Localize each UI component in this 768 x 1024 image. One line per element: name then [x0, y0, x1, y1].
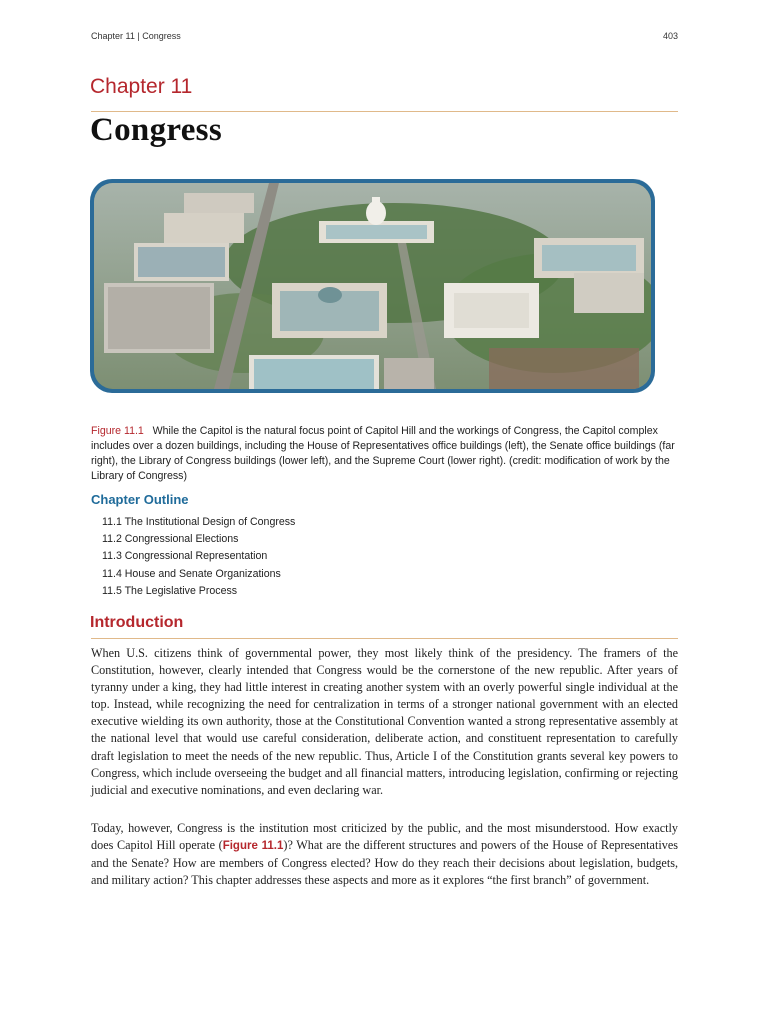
paragraph-2-text-start: Today, however, Congress is the institution most criticized by the public, and the most misunderstood. How exactly does Capitol Hill operate ( — [91, 821, 678, 853]
introduction-heading: Introduction — [90, 614, 184, 631]
figure-image-frame — [90, 179, 655, 393]
introduction-paragraph-1: When U.S. citizens think of governmental power, they most likely think of the presidency. The framers of the Constitution, however, clearly intended that Congress would be the cornerstone of the new republic. After years of tyranny under a king, they had little interest in creating another system with an overly powerful single individual at the top. Instead, while recognizing the need for centralization in terms of a stronger national government with an elected executive wielding its own authority, those at the Constitutional Convention wanted a strong representative assembly at the national level that would use careful consideration, deliberate action, and constituent representation to carefully draft legislation to meet the needs of the new republic. Thus, Article I of the Constitution grants several key powers to Congress, which include overseeing the budget and all financial matters, introducing legislation, confirming or rejecting judicial and executive nominations, and even declaring war. — [91, 646, 678, 797]
outline-item: 11.4 House and Senate Organizations — [102, 567, 281, 580]
page-number: 403 — [662, 31, 678, 41]
capitol-hill-aerial-photo — [94, 183, 651, 389]
outline-item: 11.3 Congressional Representation — [102, 550, 268, 563]
introduction-paragraph-2 — [91, 820, 678, 889]
aerial-photo-illustration — [94, 183, 651, 389]
chapter-number: Chapter 11 — [90, 75, 193, 98]
figure-label: Figure 11.1 — [91, 425, 144, 437]
outline-item: 11.5 The Legislative Process — [102, 584, 238, 597]
paragraph-2-text-end: )? What are the different structures and powers of the House of Representatives and the Senate? How are members of Congress elected? How do they reach their decisions about legislation, budgets, and military action? This chapter addresses these aspects and more as it explores “the first branch” of government. — [91, 838, 678, 888]
introduction-divider — [91, 638, 678, 639]
figure-caption-text: While the Capitol is the natural focus point of Capitol Hill and the workings of Congress, the Capitol complex includes over a dozen buildings, including the House of Representatives office buildings (left), the Senate office buildings (far right), the Library of Congress buildings (lower left), and the Supreme Court (lower right). (credit: modification of work by the Library of Congress) — [91, 425, 675, 482]
chapter-title: Congress — [90, 112, 222, 148]
running-title: Chapter 11 | Congress — [91, 31, 181, 41]
chapter-outline-heading: Chapter Outline — [91, 492, 189, 507]
outline-item: 11.2 Congressional Elections — [102, 533, 239, 546]
figure-reference-link[interactable]: Figure 11.1 — [222, 840, 284, 853]
outline-item: 11.1 The Institutional Design of Congress — [102, 516, 296, 528]
chapter-outline-list — [102, 514, 295, 600]
figure-caption — [91, 424, 677, 484]
